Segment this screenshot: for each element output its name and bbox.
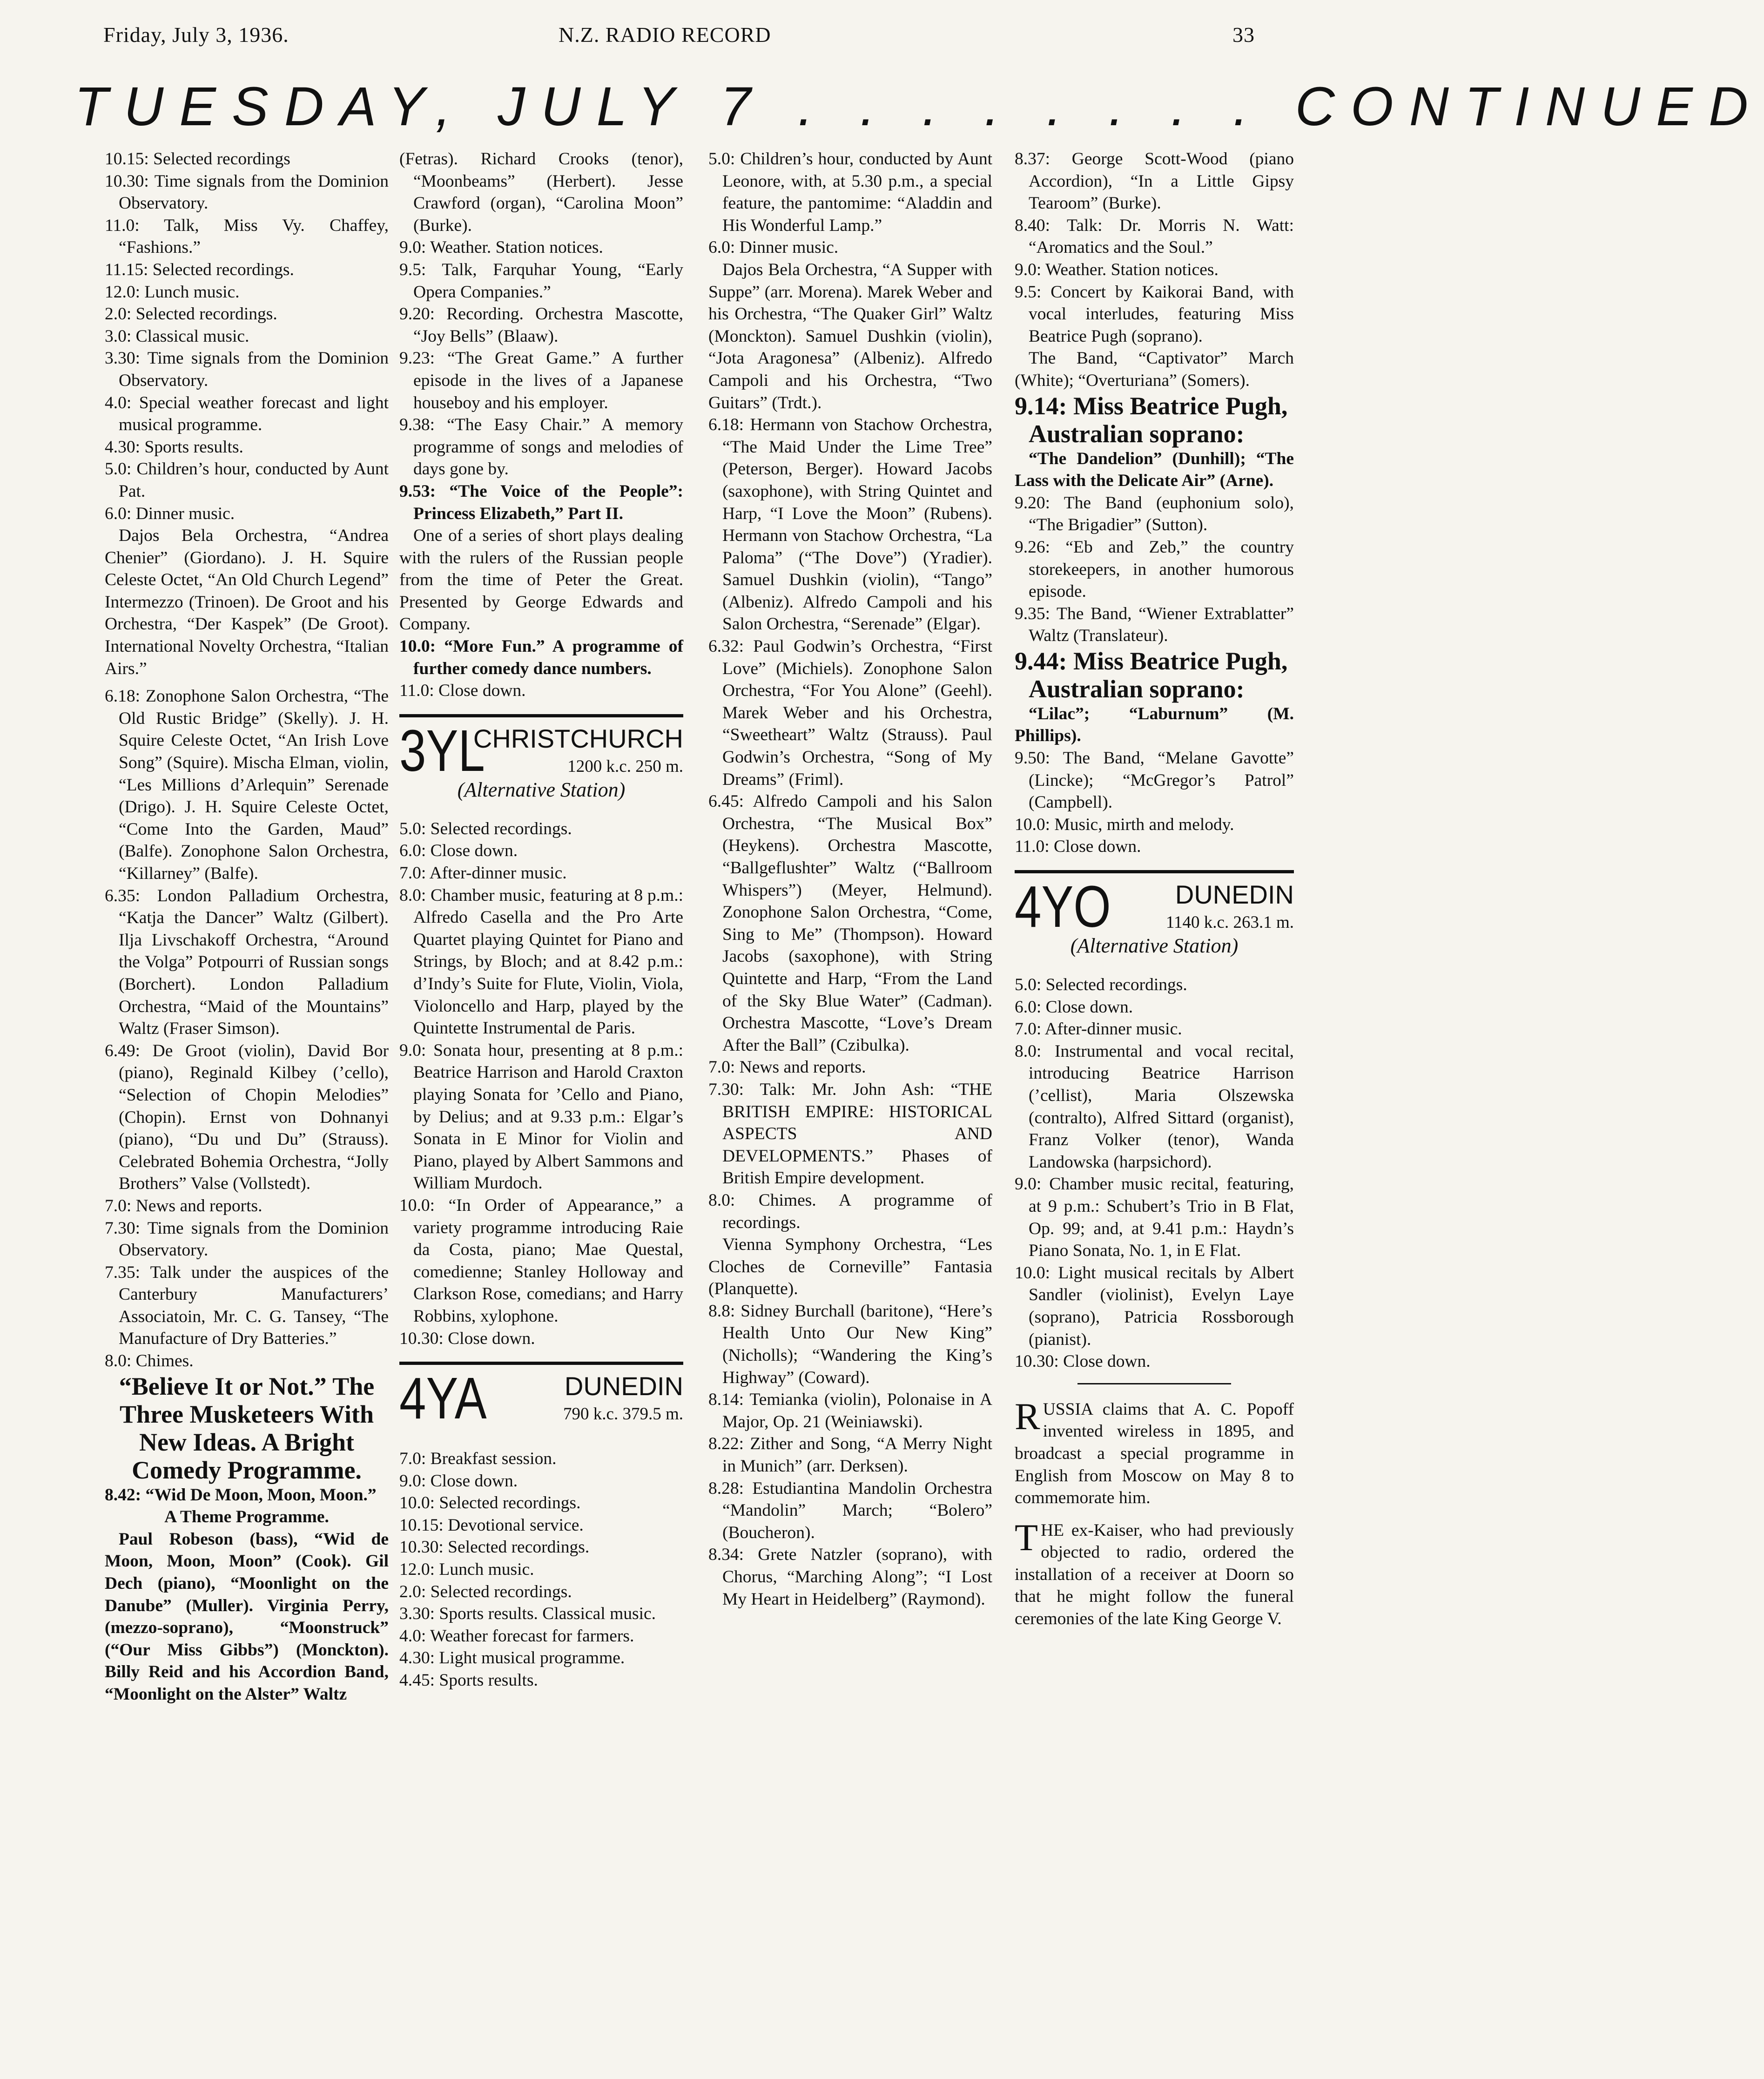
divider xyxy=(1077,1383,1231,1384)
listing-item: 9.26: “Eb and Zeb,” the country storekeepers, in another humorous episode. xyxy=(1015,537,1294,601)
station-alt-label: (Alternative Station) xyxy=(457,778,626,801)
listing-item: 10.30: Close down. xyxy=(1015,1352,1151,1371)
column-3 xyxy=(708,148,992,1610)
listing-item: 10.0: Music, mirth and melody. xyxy=(1015,815,1234,834)
drop-cap: R xyxy=(1015,1395,1040,1438)
listing-item: 3.30: Time signals from the Dominion Observatory. xyxy=(105,349,389,390)
listing-item: 9.35: The Band, “Wiener Extrablatter” Waltz (Translateur). xyxy=(1015,604,1294,646)
listing-item: 11.15: Selected recordings. xyxy=(105,260,294,279)
station-box-4ya xyxy=(399,1362,683,1436)
listing-item: 9.0: Chamber music recital, featuring, at 9 p.m.: Schubert’s Trio in B Flat, Op. 99; and, at 9.41 p.m.: Haydn’s Piano Sonata, No. 1, in E Flat. xyxy=(1015,1174,1294,1261)
listing-item: 5.0: Children’s hour, conducted by Aunt Leonore, with, at 5.30 p.m., a special feature, the pantomime: “Aladdin and His Wonderful Lamp.” xyxy=(708,149,992,235)
listing-item: 5.0: Children’s hour, conducted by Aunt Pat. xyxy=(105,459,389,501)
listing-item: 8.0: Chimes. A programme of recordings. xyxy=(708,1190,992,1232)
drop-cap: T xyxy=(1015,1516,1038,1559)
listing-item: 10.15: Selected recordings xyxy=(105,149,290,169)
listing-item: 9.38: “The Easy Chair.” A memory programme of songs and melodies of days gone by. xyxy=(399,415,683,479)
listing-item: 10.0: “More Fun.” A programme of further comedy dance numbers. xyxy=(399,637,683,678)
column-2 xyxy=(399,148,683,1692)
station-frequency: 790 k.c. 379.5 m. xyxy=(563,1404,683,1424)
note-text: USSIA claims that A. C. Popoff invented wireless in 1895, and broadcast a special programme in English from Moscow on May 8 to commemorate him. xyxy=(1015,1399,1294,1508)
listing-item: 7.0: After-dinner music. xyxy=(399,864,567,883)
listing-item: 8.0: Instrumental and vocal recital, introducing Beatrice Harrison (’cellist), Maria Olszewska (contralto), Alfred Sittard (organist), Franz Volker (tenor), Wanda Landowska (harpsichord). xyxy=(1015,1041,1294,1172)
station-call-sign: 3YL xyxy=(399,717,485,783)
listing-item: 10.30: Time signals from the Dominion Observatory. xyxy=(105,171,389,213)
listing-item: 8.0: Chamber music, featuring at 8 p.m.: Alfredo Casella and the Pro Arte Quartet playing Quintet for Piano and Strings, by Bloch; and at 8.42 p.m.: d’Indy’s Suite for Flute, Violin, Viola, Violoncello and Harp, played by the Quintette Instrumental de Paris. xyxy=(399,885,683,1038)
listing-item: 8.8: Sidney Burchall (baritone), “Here’s Health Unto Our New King” (Nicholls); “Wandering the King’s Highway” (Coward). xyxy=(708,1301,992,1387)
listing-item: 7.0: After-dinner music. xyxy=(1015,1019,1182,1039)
listing-item: 4.0: Special weather forecast and light musical programme. xyxy=(105,393,389,435)
listing-item: 9.5: Concert by Kaikorai Band, with vocal interludes, featuring Miss Beatrice Pugh (soprano). xyxy=(1015,282,1294,346)
station-city: DUNEDIN xyxy=(1175,880,1294,910)
station-frequency: 1140 k.c. 263.1 m. xyxy=(1165,913,1294,932)
day-banner: TUESDAY, JULY 7 . . . . . . . . CONTINUED xyxy=(74,76,1764,137)
listing-item: 12.0: Lunch music. xyxy=(399,1560,534,1580)
listing-item: 7.0: News and reports. xyxy=(105,1196,263,1215)
listing-item: The Band, “Captivator” March (White); “Overturiana” (Somers). xyxy=(1015,349,1294,390)
listing-item: 9.0: Close down. xyxy=(399,1471,518,1491)
listing-item: 9.23: “The Great Game.” A further episode in the lives of a Japanese houseboy and his employer. xyxy=(399,349,683,412)
listing-item: 9.0: Sonata hour, presenting at 8 p.m.: Beatrice Harrison and Harold Craxton playing Sonata for ’Cello and Piano, by Delius; and at 9.33 p.m.: Elgar’s Sonata in E Minor for Violin and Piano, played by Albert Sammons and William Murdoch. xyxy=(399,1040,683,1193)
listing-item: 8.34: Grete Natzler (soprano), with Chorus, “Marching Along”; “I Lost My Heart in Heidelberg” (Raymond). xyxy=(708,1545,992,1609)
station-box-4yo xyxy=(1015,870,1294,962)
station-call-sign: 4YO xyxy=(1015,874,1111,940)
listing-item: 10.15: Devotional service. xyxy=(399,1515,584,1535)
station-box-3yl xyxy=(399,714,683,806)
listing-item: Vienna Symphony Orchestra, “Les Cloches de Corneville” Fantasia (Planquette). xyxy=(708,1235,992,1299)
listing-item: 10.0: “In Order of Appearance,” a variety programme introducing Raie da Costa, piano; Mae Questal, comedienne; Stanley Holloway and Clarkson Rose, comedians; and Harry Robbins, xylophone. xyxy=(399,1195,683,1326)
newspaper-title: N.Z. RADIO RECORD xyxy=(559,23,771,47)
listing-item: “Lilac”; “Laburnum” (M. Phillips). xyxy=(1015,704,1294,746)
feature-heading: “Believe It or Not.” The Three Musketeers With New Ideas. A Bright Comedy Programme. xyxy=(119,1372,375,1484)
listing-item: Dajos Bela Orchestra, “Andrea Chenier” (Giordano). J. H. Squire Celeste Octet, “An Old Church Legend” Intermezzo (Trinoen). De Groot and his Orchestra, “Der Kaspek” (De Groot). International Novelty Orchestra, “Italian Airs.” xyxy=(105,526,389,678)
listing-item: 4.0: Weather forecast for farmers. xyxy=(399,1626,634,1646)
listing-item: Paul Robeson (bass), “Wid de Moon, Moon, Moon” (Cook). Gil Dech (piano), “Moonlight on the Danube” (Muller). Virginia Perry, (mezzo-soprano), “Moonstruck” (“Our Miss Gibbs”) (Monckton). Billy Reid and his Accordion Band, “Moonlight on the Alster” Waltz xyxy=(105,1529,389,1704)
feature-heading: 9.44: Miss Beatrice Pugh, Australian soprano: xyxy=(1015,647,1288,703)
listing-item: 9.0: Weather. Station notices. xyxy=(1015,260,1219,279)
listing-item: 6.0: Dinner music. xyxy=(708,238,839,257)
listing-item: 2.0: Selected recordings. xyxy=(399,1582,572,1601)
listing-item: 10.30: Selected recordings. xyxy=(399,1538,590,1557)
listing-item: 6.32: Paul Godwin’s Orchestra, “First Love” (Michiels). Zonophone Salon Orchestra, “For You Alone” (Geehl). Marek Weber and his Orchestra, “Sweetheart” Waltz (Strauss). Paul Godwin’s Orchestra, “Song of My Dreams” (Friml). xyxy=(708,637,992,789)
feature-heading: 9.14: Miss Beatrice Pugh, Australian soprano: xyxy=(1015,392,1288,448)
listing-item: One of a series of short plays dealing with the rulers of the Russian people from the time of Peter the Great. Presented by George Edwards and Company. xyxy=(399,526,683,634)
column-1 xyxy=(105,148,389,1706)
listing-item: 8.22: Zither and Song, “A Merry Night in Munich” (arr. Derksen). xyxy=(708,1434,992,1476)
listing-item: 8.37: George Scott-Wood (piano Accordion), “In a Little Gipsy Tearoom” (Burke). xyxy=(1015,149,1294,213)
listing-item: 6.45: Alfredo Campoli and his Salon Orchestra, “The Musical Box” (Heykens). Orchestra Mascotte, “Ballgeflushter” Waltz (“Ballroom Whispers”) (Meyer, Helmund). Zonophone Salon Orchestra, “Come, Sing to Me” (Thompson). Howard Jacobs (saxophone), with String Quintette and Harp, “From the Land of the Sky Blue Water” (Cadman). Orchestra Mascotte, “Love’s Dream After the Ball” (Czibulka). xyxy=(708,792,992,1055)
issue-date: Friday, July 3, 1936. xyxy=(103,23,289,47)
listing-item: 11.0: Close down. xyxy=(1015,837,1141,857)
listing-item: Dajos Bela Orchestra, “A Supper with Suppe” (arr. Morena). Marek Weber and his Orchestra, “The Quaker Girl” Waltz (Monckton). Samuel Dushkin (violin), “Jota Aragonesa” (Albeniz). Alfredo Campoli and his Orchestra, “Two Guitars” (Trdt.). xyxy=(708,260,992,412)
theme-heading: A Theme Programme. xyxy=(164,1507,329,1527)
listing-item: 10.0: Light musical recitals by Albert Sandler (violinist), Evelyn Laye (soprano), Patricia Rossborough (pianist). xyxy=(1015,1263,1294,1349)
listing-item: 3.30: Sports results. Classical music. xyxy=(399,1604,656,1624)
kaiser-note xyxy=(1015,1516,1294,1630)
listing-item: 7.0: News and reports. xyxy=(708,1058,866,1077)
listing-item: 8.14: Temianka (violin), Polonaise in A Major, Op. 21 (Weiniawski). xyxy=(708,1390,992,1431)
listing-item: 4.45: Sports results. xyxy=(399,1671,538,1690)
listing-item: 9.50: The Band, “Melane Gavotte” (Lincke); “McGregor’s Patrol” (Campbell). xyxy=(1015,749,1294,812)
listing-item: 9.0: Weather. Station notices. xyxy=(399,238,603,257)
listing-item: 2.0: Selected recordings. xyxy=(105,304,277,324)
listing-item: 9.20: The Band (euphonium solo), “The Brigadier” (Sutton). xyxy=(1015,493,1294,535)
station-city: DUNEDIN xyxy=(564,1371,683,1401)
listing-item: 6.35: London Palladium Orchestra, “Katja the Dancer” Waltz (Gilbert). Ilja Livschakoff Orchestra, “Around the Volga” Potpourri of Russian songs (Borchert). London Palladium Orchestra, “Maid of the Mountains” Waltz (Fraser Simson). xyxy=(105,886,389,1039)
listing-item: 6.0: Dinner music. xyxy=(105,504,235,523)
station-city: CHRISTCHURCH xyxy=(473,723,683,753)
listing-item: (Fetras). Richard Crooks (tenor), “Moonbeams” (Herbert). Jesse Crawford (organ), “Carolina Moon” (Burke). xyxy=(399,149,683,235)
listing-item: 5.0: Selected recordings. xyxy=(399,819,572,838)
listing-item: 6.18: Hermann von Stachow Orchestra, “The Maid Under the Lime Tree” (Peterson, Berger). Howard Jacobs (saxophone), with String Quintet and Harp, “I Love the Moon” (Rubens). Hermann von Stachow Orchestra, “La Paloma” (“The Dove”) (Yradier). Samuel Dushkin (violin), “Tango” (Albeniz). Alfredo Campoli and his Salon Orchestra, “Serenade” (Elgar). xyxy=(708,415,992,634)
listing-item: 11.0: Talk, Miss Vy. Chaffey, “Fashions.” xyxy=(105,216,389,257)
listing-item: 7.35: Talk under the auspices of the Canterbury Manufacturers’ Associatoin, Mr. C. G. Tansey, “The Manufacture of Dry Batteries.” xyxy=(105,1262,389,1349)
listing-item: 8.40: Talk: Dr. Morris N. Watt: “Aromatics and the Soul.” xyxy=(1015,216,1294,257)
listing-item: 6.0: Close down. xyxy=(399,841,518,861)
listing-item: 10.30: Close down. xyxy=(399,1329,535,1348)
russia-note xyxy=(1015,1395,1294,1509)
listing-item: 8.42: “Wid De Moon, Moon, Moon.” xyxy=(105,1485,377,1505)
listing-item: 3.0: Classical music. xyxy=(105,326,249,346)
listing-item: 12.0: Lunch music. xyxy=(105,282,240,302)
listing-item: 4.30: Light musical programme. xyxy=(399,1648,625,1668)
station-frequency: 1200 k.c. 250 m. xyxy=(567,756,683,776)
listing-item: 6.18: Zonophone Salon Orchestra, “The Old Rustic Bridge” (Skelly). J. H. Squire Celeste Octet, “An Irish Love Song” (Squire). Mischa Elman, violin, “Les Millions d’Arlequin” Serenade (Drigo). J. H. Squire Celeste Octet, “Come Into the Garden, Maud” (Balfe). Zonophone Salon Orchestra, “Killarney” (Balfe). xyxy=(105,687,389,883)
listing-item: 8.0: Chimes. xyxy=(105,1351,194,1371)
listing-item: 6.49: De Groot (violin), David Bor (piano), Reginald Kilbey (’cello), “Selection of Chopin Melodies” (Chopin). Ernst von Dohnanyi (piano), “Du und Du” (Strauss). Celebrated Bohemia Orchestra, “Jolly Brothers” Valse (Vollstedt). xyxy=(105,1041,389,1194)
listing-item: “The Dandelion” (Dunhill); “The Lass with the Delicate Air” (Arne). xyxy=(1015,449,1294,491)
listing-item: 8.28: Estudiantina Mandolin Orchestra “Mandolin” March; “Bolero” (Boucheron). xyxy=(708,1478,992,1542)
station-alt-label: (Alternative Station) xyxy=(1070,934,1239,958)
listing-item: 7.30: Talk: Mr. John Ash: “THE BRITISH EMPIRE: HISTORICAL ASPECTS AND DEVELOPMENTS.” Phases of British Empire development. xyxy=(708,1080,992,1188)
listing-item: 4.30: Sports results. xyxy=(105,437,243,457)
note-text: HE ex-Kaiser, who had previously objected to radio, ordered the installation of a receiver at Doorn so that he might follow the funeral ceremonies of the late King George V. xyxy=(1015,1520,1294,1629)
station-call-sign: 4YA xyxy=(399,1365,487,1431)
listing-item: 7.0: Breakfast session. xyxy=(399,1449,557,1469)
listing-item: 5.0: Selected recordings. xyxy=(1015,975,1187,995)
column-4 xyxy=(1015,148,1294,1630)
listing-item: 11.0: Close down. xyxy=(399,681,526,701)
listing-item: 9.53: “The Voice of the People”: Princess Elizabeth,” Part II. xyxy=(399,481,683,523)
listing-item: 9.5: Talk, Farquhar Young, “Early Opera Companies.” xyxy=(399,260,683,302)
listing-item: 7.30: Time signals from the Dominion Observatory. xyxy=(105,1218,389,1260)
page-number: 33 xyxy=(1232,23,1255,47)
listing-item: 6.0: Close down. xyxy=(1015,997,1133,1017)
listing-item: 10.0: Selected recordings. xyxy=(399,1493,581,1513)
listing-item: 9.20: Recording. Orchestra Mascotte, “Joy Bells” (Blaaw). xyxy=(399,304,683,346)
